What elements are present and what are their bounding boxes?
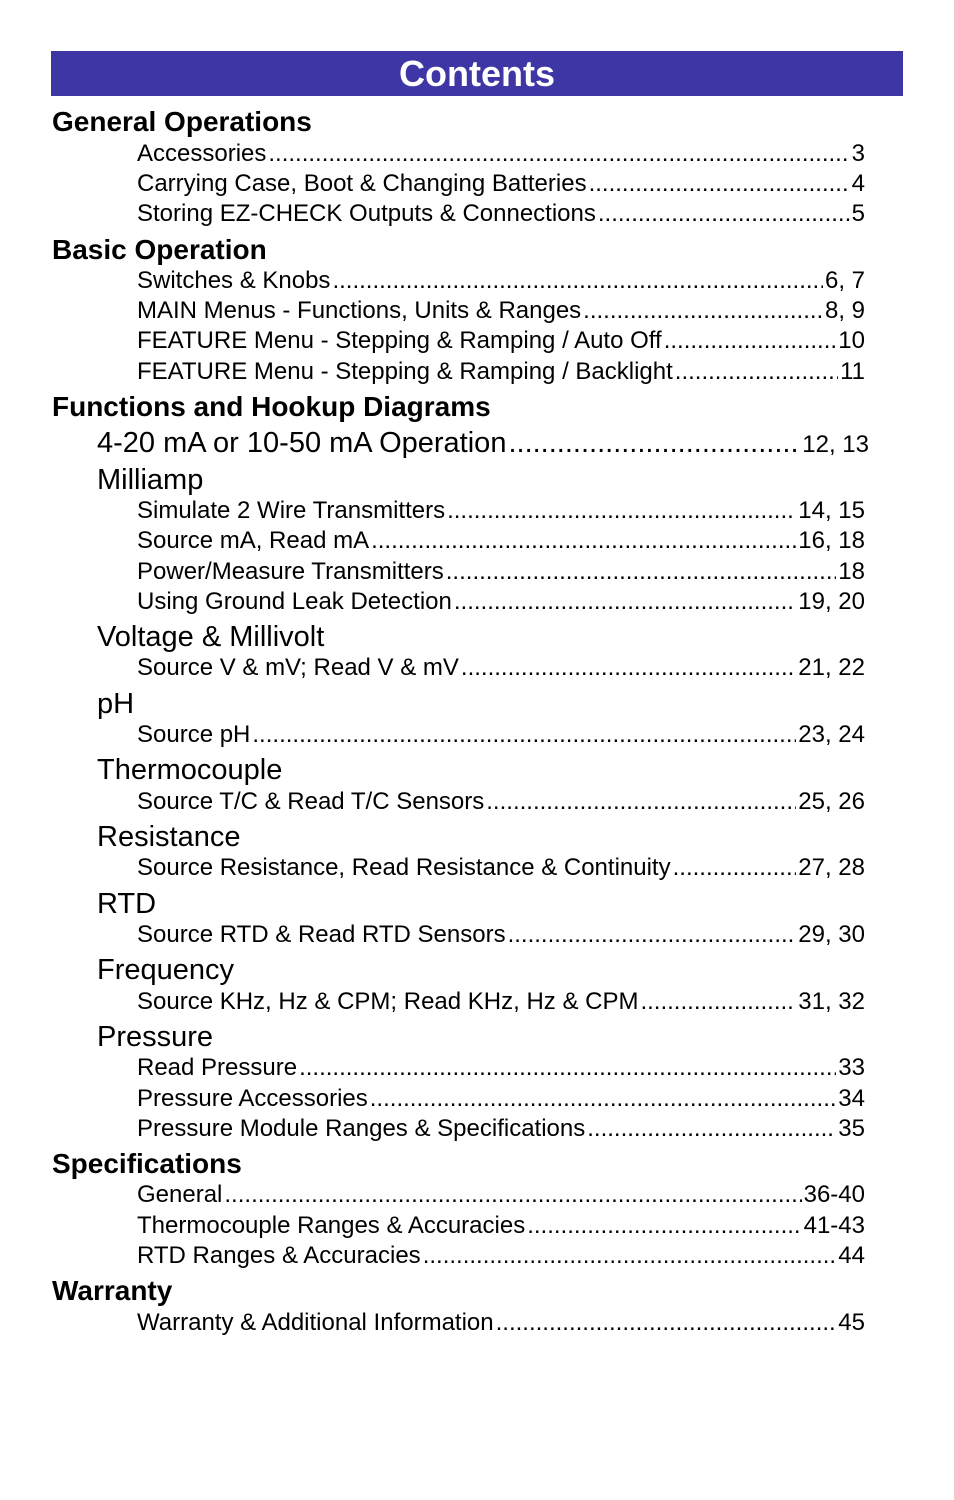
toc-entry-title: Source RTD & Read RTD Sensors <box>137 921 506 948</box>
toc-entry[interactable] <box>137 139 865 169</box>
leader-dots <box>664 326 837 356</box>
toc-entry-page: 36-40 <box>803 1181 865 1208</box>
toc-entry-page: 35 <box>838 1115 865 1142</box>
leader-dots <box>673 853 797 883</box>
toc-entry-page: 21, 22 <box>798 654 865 681</box>
leader-dots <box>527 1211 801 1241</box>
toc-entry-page: 27, 28 <box>798 854 865 881</box>
leader-dots <box>583 296 823 326</box>
toc-entry-page: 11 <box>840 358 865 385</box>
toc-entry-page: 16, 18 <box>798 527 865 554</box>
toc-entry-page: 8, 9 <box>824 297 865 324</box>
toc-entry-page: 14, 15 <box>798 497 865 524</box>
section-heading-warranty: Warranty <box>52 1275 173 1306</box>
toc-entry[interactable] <box>137 1308 865 1338</box>
toc-entry-page: 18 <box>838 558 865 585</box>
toc-entry[interactable] <box>137 526 865 556</box>
leader-dots <box>675 357 838 387</box>
leader-dots <box>446 557 837 587</box>
section-heading-specifications: Specifications <box>52 1148 242 1179</box>
toc-entry-page: 33 <box>838 1054 865 1081</box>
toc-entry-title: Pressure Module Ranges & Specifications <box>137 1115 586 1142</box>
subsection-heading-voltage-millivolt: Voltage & Millivolt <box>97 621 325 653</box>
toc-entry[interactable] <box>137 1180 865 1210</box>
section-heading-basic-operation: Basic Operation <box>52 234 267 265</box>
toc-entry-title: Read Pressure <box>137 1054 298 1081</box>
leader-dots <box>589 169 850 199</box>
toc-entry[interactable] <box>137 1241 865 1271</box>
toc-entry[interactable] <box>97 426 869 462</box>
toc-entry-page: 12, 13 <box>802 431 869 458</box>
toc-entry[interactable] <box>137 1114 865 1144</box>
leader-dots <box>454 587 796 617</box>
toc-entry[interactable] <box>137 787 865 817</box>
toc-entry-page: 44 <box>838 1242 865 1269</box>
toc-entry[interactable] <box>137 357 865 387</box>
subsection-heading-milliamp: Milliamp <box>97 464 204 496</box>
toc-entry-title: RTD Ranges & Accuracies <box>137 1242 421 1269</box>
toc-entry-title: Source Resistance, Read Resistance & Continuity <box>137 854 671 881</box>
subsection-heading-thermocouple: Thermocouple <box>97 754 283 786</box>
toc-entry[interactable] <box>137 1211 865 1241</box>
leader-dots <box>640 987 796 1017</box>
section-heading-general-operations: General Operations <box>52 106 312 137</box>
leader-dots <box>508 426 800 460</box>
toc-entry[interactable] <box>137 496 865 526</box>
toc-entry-title: General <box>137 1181 223 1208</box>
toc-entry-page: 23, 24 <box>798 721 865 748</box>
subsection-heading-resistance: Resistance <box>97 821 241 853</box>
toc-entry-title: Source pH <box>137 721 251 748</box>
toc-entry-page: 25, 26 <box>798 788 865 815</box>
toc-entry-page: 45 <box>838 1309 865 1336</box>
toc-entry-title: Carrying Case, Boot & Changing Batteries <box>137 170 587 197</box>
toc-entry-title: Source KHz, Hz & CPM; Read KHz, Hz & CPM <box>137 988 639 1015</box>
toc-entry[interactable] <box>137 326 865 356</box>
subsection-heading-frequency: Frequency <box>97 954 235 986</box>
toc-entry[interactable] <box>137 1053 865 1083</box>
toc-entry-title: Warranty & Additional Information <box>137 1309 494 1336</box>
toc-entry[interactable] <box>137 296 865 326</box>
leader-dots <box>423 1241 837 1271</box>
toc-entry[interactable] <box>137 587 865 617</box>
toc-entry-page: 5 <box>851 200 865 227</box>
toc-entry-page: 4 <box>851 170 865 197</box>
toc-entry-title: FEATURE Menu - Stepping & Ramping / Auto Off <box>137 327 662 354</box>
toc-entry-title: Source mA, Read mA <box>137 527 370 554</box>
toc-entry[interactable] <box>137 987 865 1017</box>
contents-title: Contents <box>51 51 903 96</box>
toc-entry-title: Thermocouple Ranges & Accuracies <box>137 1212 526 1239</box>
toc-entry-page: 3 <box>851 140 865 167</box>
leader-dots <box>224 1180 801 1210</box>
toc-entry-title: Source T/C & Read T/C Sensors <box>137 788 485 815</box>
leader-dots <box>598 199 850 229</box>
toc-entry-title: Pressure Accessories <box>137 1085 368 1112</box>
leader-dots <box>332 266 823 296</box>
toc-entry-title: 4-20 mA or 10-50 mA Operation <box>97 427 507 459</box>
leader-dots <box>371 526 796 556</box>
toc-entry-page: 29, 30 <box>798 921 865 948</box>
toc-entry-title: Simulate 2 Wire Transmitters <box>137 497 446 524</box>
toc-entry[interactable] <box>137 720 865 750</box>
leader-dots <box>447 496 796 526</box>
toc-entry-title: Accessories <box>137 140 267 167</box>
leader-dots <box>268 139 849 169</box>
toc-entry-page: 34 <box>838 1085 865 1112</box>
toc-entry[interactable] <box>137 557 865 587</box>
toc-entry-title: Source V & mV; Read V & mV <box>137 654 459 681</box>
leader-dots <box>370 1084 837 1114</box>
toc-entry-page: 19, 20 <box>798 588 865 615</box>
toc-entry-title: Switches & Knobs <box>137 267 331 294</box>
toc-entry[interactable] <box>137 653 865 683</box>
leader-dots <box>252 720 796 750</box>
leader-dots <box>486 787 796 817</box>
subsection-heading-rtd: RTD <box>97 888 157 920</box>
toc-entry-page: 6, 7 <box>824 267 865 294</box>
toc-entry-title: Power/Measure Transmitters <box>137 558 444 585</box>
section-heading-functions-and-hookup-diagrams: Functions and Hookup Diagrams <box>52 391 491 422</box>
leader-dots <box>508 920 797 950</box>
toc-entry[interactable] <box>137 853 865 883</box>
subsection-heading-pressure: Pressure <box>97 1021 214 1053</box>
toc-entry-page: 41-43 <box>803 1212 865 1239</box>
toc-entry-title: FEATURE Menu - Stepping & Ramping / Backlight <box>137 358 673 385</box>
toc-entry[interactable] <box>137 920 865 950</box>
toc-entry-page: 10 <box>838 327 865 354</box>
toc-entry[interactable] <box>137 266 865 296</box>
leader-dots <box>587 1114 836 1144</box>
leader-dots <box>461 653 796 683</box>
leader-dots <box>299 1053 836 1083</box>
toc-entry[interactable] <box>137 1084 865 1114</box>
toc-entry[interactable] <box>137 199 865 229</box>
toc-entry-title: MAIN Menus - Functions, Units & Ranges <box>137 297 582 324</box>
toc-entry-title: Storing EZ-CHECK Outputs & Connections <box>137 200 596 227</box>
toc-entry-title: Using Ground Leak Detection <box>137 588 452 615</box>
toc-entry[interactable] <box>137 169 865 199</box>
toc-entry-page: 31, 32 <box>798 988 865 1015</box>
subsection-heading-ph: pH <box>97 688 135 720</box>
leader-dots <box>496 1308 837 1338</box>
